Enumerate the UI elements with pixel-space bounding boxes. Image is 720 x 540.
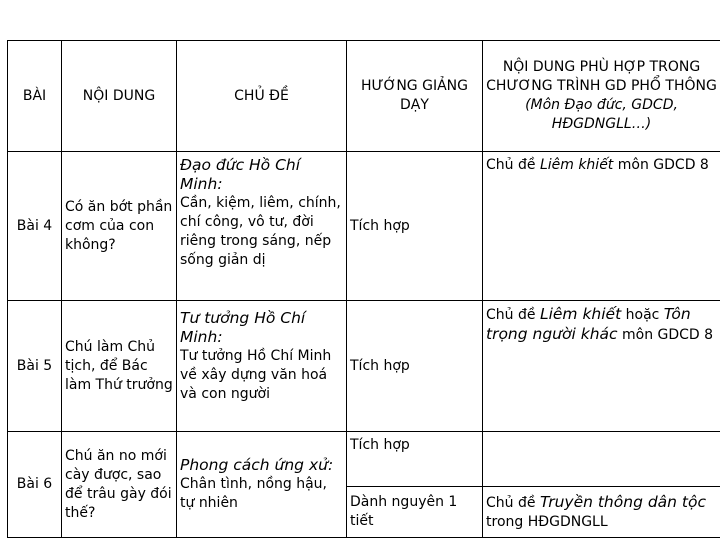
lesson-cell: Bài 6 [8,432,62,538]
fit-suffix: môn GDCD 8 [622,327,714,343]
fit-emphasis: Truyền thông dân tộc [539,492,707,511]
fit-cell [483,487,720,538]
fit-prefix: Chủ đề [486,307,536,323]
content-cell: Có ăn bớt phần cơm của con không? [62,152,177,301]
guidance-cell: Dành nguyên 1 tiết [347,487,483,538]
header-guidance: HƯỚNG GIẢNG DẠY [347,41,483,152]
header-content: NỘI DUNG [62,41,177,152]
fit-middle: hoặc [625,307,660,323]
fit-suffix: môn GDCD 8 [617,157,709,173]
topic-heading: Tư tưởng Hồ Chí Minh: [180,309,306,346]
lesson-table [7,40,720,538]
topic-cell [177,301,347,432]
fit-cell [483,152,720,301]
fit-prefix: Chủ đề [486,157,536,173]
fit-emphasis: Liêm khiết [539,305,622,323]
fit-cell [483,301,720,432]
table-row [8,301,720,432]
header-fit-title: NỘI DUNG PHÙ HỢP TRONG CHƯƠNG TRÌNH GD PHỔ THÔNG [486,59,717,94]
topic-text: Chân tình, nồng hậu, tự nhiên [180,476,327,511]
fit-emphasis: Liêm khiết [539,157,614,173]
table-row [8,432,720,487]
topic-heading: Phong cách ứng xử: [180,456,334,474]
content-cell: Chú làm Chủ tịch, để Bác làm Thứ trưởng [62,301,177,432]
lesson-cell: Bài 5 [8,301,62,432]
lesson-cell: Bài 4 [8,152,62,301]
header-fit [483,41,720,152]
table-header-row [8,41,720,152]
fit-suffix: trong HĐGDNGLL [486,513,608,530]
topic-cell [177,152,347,301]
fit-prefix: Chủ đề [486,494,536,511]
topic-text: Cần, kiệm, liêm, chính, chí công, vô tư, đời riêng trong sáng, nếp sống giản dị [180,195,341,268]
table-row [8,152,720,301]
guidance-cell: Tích hợp [347,432,483,487]
header-topic: CHỦ ĐỀ [177,41,347,152]
topic-heading: Đạo đức Hồ Chí Minh: [180,156,301,193]
topic-cell [177,432,347,538]
fit-cell-empty [483,432,720,487]
topic-text: Tư tưởng Hồ Chí Minh về xây dựng văn hoá và con người [180,348,332,402]
guidance-cell: Tích hợp [347,301,483,432]
guidance-cell: Tích hợp [347,152,483,301]
header-lesson: BÀI [8,41,62,152]
content-cell: Chú ăn no mới cày được, sao để trâu gày đói thế? [62,432,177,538]
fit-emphasis-2: Tôn trọng người khác [486,305,691,343]
header-fit-subtitle: (Môn Đạo đức, GDCD, HĐGDNGLL…) [525,97,678,132]
